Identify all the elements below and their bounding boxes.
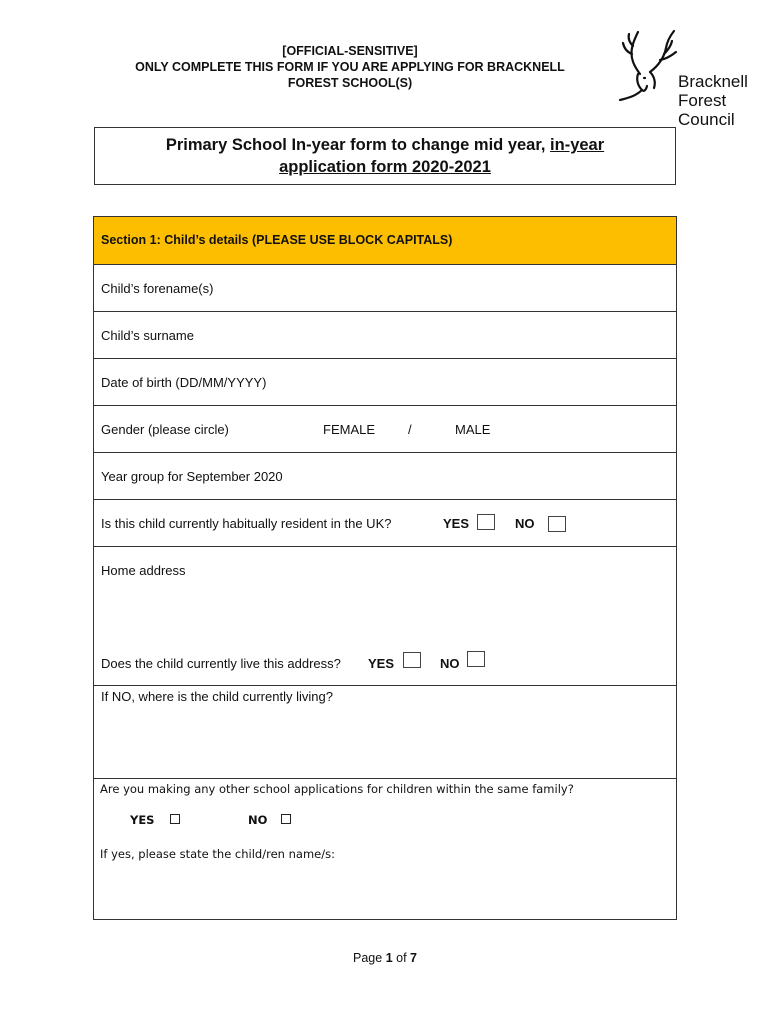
other-applications-label: Are you making any other school applications for children within the same family?	[100, 782, 574, 796]
section-1-heading	[94, 217, 676, 264]
surname-label: Child’s surname	[101, 328, 194, 343]
child-details-form	[93, 216, 677, 920]
classification-label: [OFFICIAL-SENSITIVE]	[282, 44, 418, 58]
lives-at-address-no-checkbox[interactable]	[467, 651, 485, 667]
other-applications-no-checkbox[interactable]	[281, 814, 291, 824]
current-living-field[interactable]	[94, 685, 676, 778]
year-group-field[interactable]	[94, 452, 676, 499]
lives-at-address-no-label: NO	[440, 656, 460, 671]
gender-label: Gender (please circle)	[101, 422, 229, 437]
lives-at-address-yes-label: YES	[368, 656, 395, 671]
instruction-line-2: FOREST SCHOOL(S)	[287, 76, 413, 90]
other-applications-row	[94, 778, 676, 919]
date-of-birth-label: Date of birth (DD/MM/YYYY)	[101, 375, 267, 390]
form-title-box	[94, 127, 676, 185]
title-part-1: Primary School In-year form to change mid year,	[165, 136, 551, 154]
form-title-line-2	[95, 156, 675, 178]
uk-resident-label: Is this child currently habitually resident in the UK?	[101, 516, 392, 531]
logo-wordmark	[678, 72, 748, 129]
page-total: 7	[410, 951, 417, 965]
form-title-line-1	[95, 134, 675, 156]
current-living-label: If NO, where is the child currently living?	[101, 689, 333, 704]
logo-line-2: Forest	[678, 91, 727, 110]
forename-label: Child’s forename(s)	[101, 281, 214, 296]
instruction-line-1: ONLY COMPLETE THIS FORM IF YOU ARE APPLYING FOR BRACKNELL	[135, 60, 565, 74]
gender-row	[94, 405, 676, 452]
home-address-label: Home address	[101, 563, 186, 578]
forename-field[interactable]	[94, 264, 676, 311]
lives-at-address-label: Does the child currently live this address?	[101, 656, 341, 671]
page-current: 1	[385, 951, 393, 965]
section-1-heading-text: Section 1: Child’s details (PLEASE USE BLOCK CAPITALS)	[101, 233, 453, 247]
gender-male-option[interactable]: MALE	[455, 422, 491, 437]
other-applications-yes-checkbox[interactable]	[170, 814, 180, 824]
council-logo	[614, 26, 759, 130]
page-number	[0, 951, 770, 965]
other-children-names-label: If yes, please state the child/ren name/s:	[100, 847, 335, 861]
page-prefix: Page	[353, 951, 386, 965]
logo-line-3: Council	[678, 110, 735, 129]
logo-line-1: Bracknell	[678, 72, 748, 91]
title-part-1-underlined: in-year	[550, 136, 605, 154]
gender-separator: /	[408, 422, 412, 437]
lives-at-address-yes-checkbox[interactable]	[403, 652, 421, 668]
uk-resident-yes-label: YES	[443, 516, 470, 531]
uk-resident-no-label: NO	[515, 516, 535, 531]
form-header	[60, 43, 640, 91]
home-address-field[interactable]	[94, 546, 676, 685]
uk-resident-yes-checkbox[interactable]	[477, 514, 495, 530]
deer-head-icon	[614, 26, 680, 106]
other-applications-no-label: NO	[248, 813, 268, 827]
gender-female-option[interactable]: FEMALE	[323, 422, 376, 437]
year-group-label: Year group for September 2020	[101, 469, 283, 484]
uk-resident-row	[94, 499, 676, 546]
other-applications-yes-label: YES	[130, 813, 155, 827]
surname-field[interactable]	[94, 311, 676, 358]
uk-resident-no-checkbox[interactable]	[548, 516, 566, 532]
page-of: of	[392, 951, 411, 965]
date-of-birth-field[interactable]	[94, 358, 676, 405]
title-part-2-underlined: application form 2020-2021	[279, 158, 491, 176]
